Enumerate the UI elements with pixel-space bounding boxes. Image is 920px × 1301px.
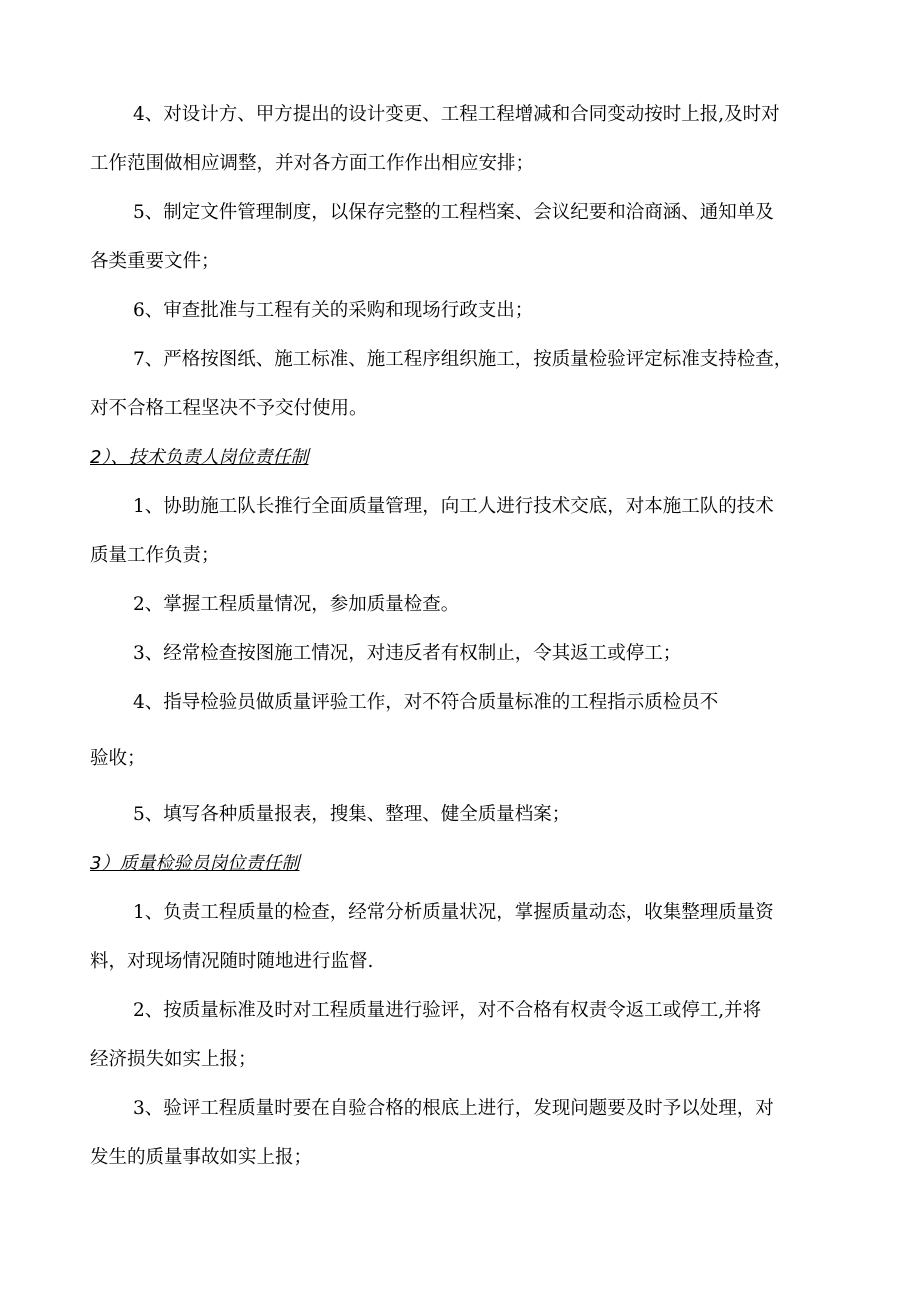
s3-item-2-line-2: 经济损失如实上报； [90, 1049, 257, 1070]
s2-item-4-line-1: 4、指导检验员做质量评验工作，对不符合质量标准的工程指示质检员不 [133, 692, 719, 713]
s2-item-1-line-1: 1、协助施工队长推行全面质量管理，向工人进行技术交底，对本施工队的技术 [133, 496, 774, 517]
s2-item-4-line-2: 验收； [90, 748, 146, 769]
s3-item-1-line-1: 1、负责工程质量的检查，经常分析质量状况，掌握质量动态，收集整理质量资 [133, 902, 774, 923]
s3-item-3-line-2: 发生的质量事故如实上报； [90, 1147, 313, 1168]
item-5-line-2: 各类重要文件； [90, 251, 220, 272]
s3-item-3-line-1: 3、验评工程质量时要在自验合格的根底上进行，发现问题要及时予以处理，对 [133, 1098, 774, 1119]
s2-item-3-line-1: 3、经常检查按图施工情况，对违反者有权制止，令其返工或停工； [133, 643, 682, 664]
s3-item-2-line-1: 2、按质量标准及时对工程质量进行验评，对不合格有权责令返工或停工,并将 [133, 1000, 762, 1021]
item-5-line-1: 5、制定文件管理制度，以保存完整的工程档案、会议纪要和洽商涵、通知单及 [133, 202, 774, 223]
item-6-line-1: 6、审查批准与工程有关的采购和现场行政支出； [133, 300, 534, 321]
s2-item-1-line-2: 质量工作负责； [90, 545, 220, 566]
section-2-heading: 2）、技术负责人岗位责任制 [90, 447, 309, 468]
item-7-line-1: 7、严格按图纸、施工标准、施工程序组织施工，按质量检验评定标准支持检查， [133, 349, 793, 370]
item-4-line-1: 4、对设计方、甲方提出的设计变更、工程工程增减和合同变动按时上报,及时对 [133, 104, 780, 125]
item-4-line-2: 工作范围做相应调整，并对各方面工作作出相应安排； [90, 153, 535, 174]
section-3-heading: 3）质量检验员岗位责任制 [90, 853, 300, 874]
s2-item-5-line-1: 5、填写各种质量报表，搜集、整理、健全质量档案； [133, 804, 571, 825]
s3-item-1-line-2: 料，对现场情况随时随地进行监督. [90, 951, 374, 972]
item-7-line-2: 对不合格工程坚决不予交付使用。 [90, 398, 368, 419]
s2-item-2-line-1: 2、掌握工程质量情况，参加质量检查。 [133, 594, 460, 615]
